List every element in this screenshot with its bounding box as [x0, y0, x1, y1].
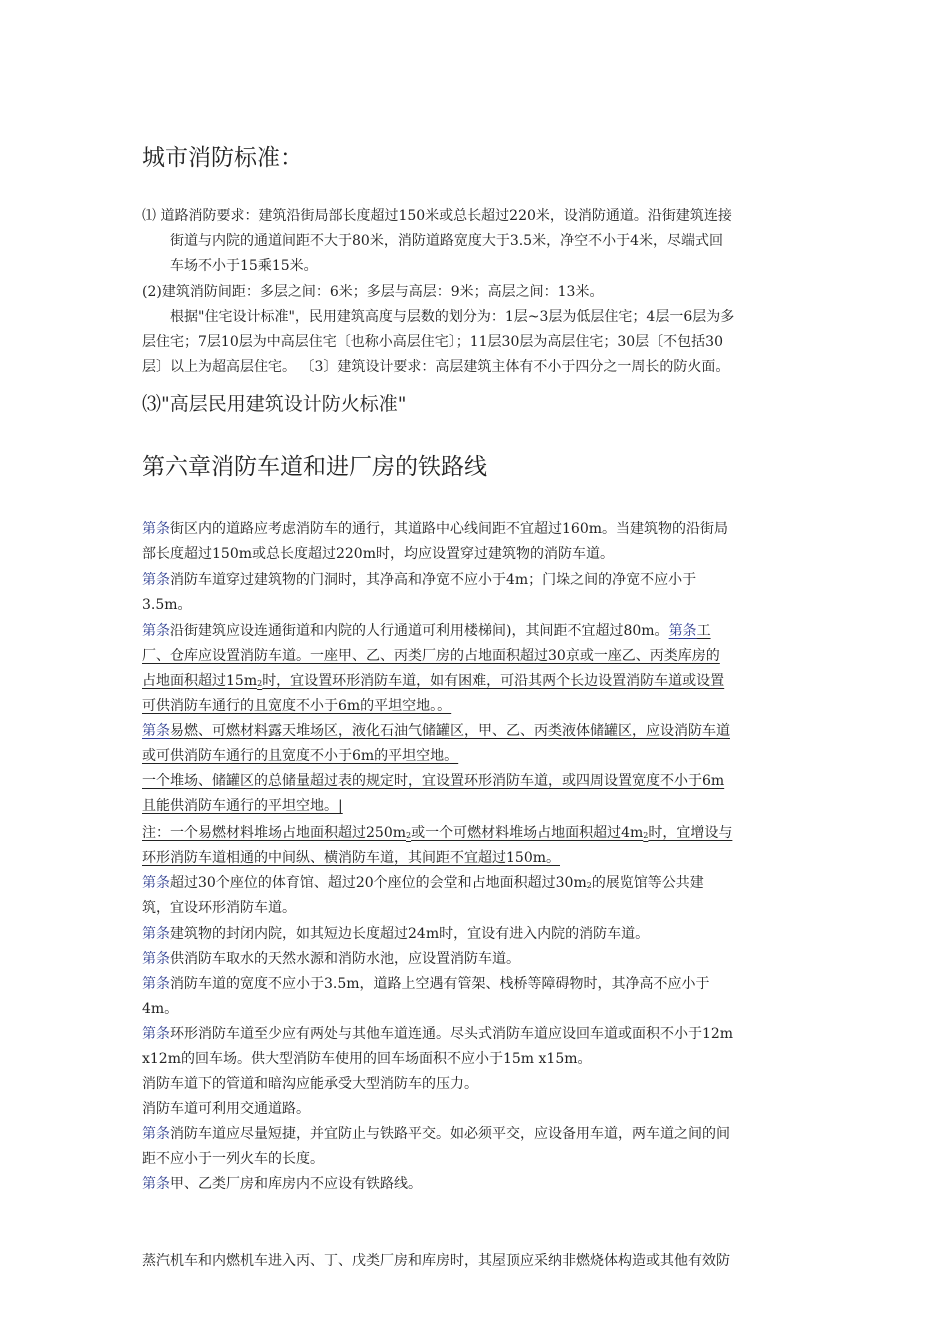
article-lead: 第条: [142, 1026, 170, 1042]
plain-line-2: 消防车道可利用交通道路。: [142, 1101, 310, 1117]
article-5-line-2: 筑，宜设环形消防车道。: [142, 900, 296, 916]
article-lead: 第条: [142, 976, 170, 992]
article-lead: 第条: [142, 623, 170, 639]
article-2-line-1: 第条消防车道穿过建筑物的门洞时，其净高和净宽不应小于4m；门垛之间的净宽不应小于: [142, 572, 697, 588]
note-line-1: 注：一个易燃材料堆场占地面积超过$250m_2$或一个可燃材料堆场占地面积超过$4m_2$时，宜增设与: [142, 825, 733, 841]
note-line-2: 环形消防车道相通的中间纵、横消防车道，其间距不宜超过150m。: [142, 850, 560, 866]
item3-heading: ⑶"高层民用建筑设计防火标准": [142, 393, 407, 415]
item1-line-1: ⑴ 道路消防要求：建筑沿街局部长度超过150米或总长超过220米，设消防通道。沿街建筑连接: [142, 208, 732, 224]
chapter-heading: 第六章消防车道和进厂房的铁路线: [142, 454, 487, 480]
article-lead: 第条: [142, 1126, 170, 1142]
article-9-line-1: 第条环形消防车道至少应有两处与其他车道连通。尽头式消防车道应设回车道或面积不小于12m: [142, 1026, 734, 1042]
article-9-line-2: x12m的回车场。供大型消防车使用的回车场面积不应小于15m x15m。: [142, 1051, 592, 1067]
article-1-line-2: 部长度超过150m或总长度超过220m时，均应设置穿过建筑物的消防车道。: [142, 546, 614, 562]
article-3-line-4: 可供消防车通行的且宽度不小于6m的平坦空地。。: [142, 698, 452, 714]
bottom-line: 蒸汽机车和内燃机车进入丙、丁、戊类厂房和库房时，其屋顶应采纳非燃烧体构造或其他有效防: [142, 1253, 730, 1269]
article-4-extra-line-2: 且能供消防车通行的平坦空地。|: [142, 798, 343, 814]
article-8-line-2: 4m。: [142, 1001, 179, 1017]
article-lead: 第条: [142, 926, 170, 942]
article-lead: 第条: [142, 572, 170, 588]
article-7: 第条供消防车取水的天然水源和消防水池，应设置消防车道。: [142, 951, 520, 967]
plain-line-1: 消防车道下的管道和暗沟应能承受大型消防车的压力。: [142, 1076, 478, 1092]
article-10-line-2: 距不应小于一列火车的长度。: [142, 1151, 324, 1167]
article-4-extra-line-1: 一个堆场、储罐区的总储量超过表的规定时，宜设置环形消防车道，或四周设置宽度不小于6m: [142, 773, 725, 789]
item2-text: (2)建筑消防间距：多层之间：6米；多层与高层：9米；高层之间：13米。: [142, 284, 604, 300]
article-lead: 第条: [142, 875, 170, 891]
article-5-line-1: 第条超过30个座位的体育馆、超过20个座位的会堂和占地面积超过$30m_2$的展览馆等公共建: [142, 875, 704, 891]
residential-line-1: 根据"住宅设计标准"，民用建筑高度与层数的划分为：1层~3层为低层住宅；4层一6层为多: [170, 309, 735, 325]
article-3-line-2: 厂、仓库应设置消防车道。一座甲、乙、丙类厂房的占地面积超过30京或一座乙、丙类库房的: [142, 648, 720, 664]
article-lead: 第条: [142, 521, 170, 537]
article-1-line-1: 第条街区内的道路应考虑消防车的通行，其道路中心线间距不宜超过160m。当建筑物的沿街局: [142, 521, 728, 537]
article-4-line-1: 第条易燃、可燃材料露天堆场区，液化石油气储罐区，甲、乙、丙类液体储罐区，应设消防车道: [142, 723, 730, 739]
article-2-line-2: 3.5m。: [142, 597, 192, 613]
residential-line-2: 层住宅；7层10层为中高层住宅〔也称小高层住宅〕；11层30层为高层住宅；30层〔不包括30: [142, 334, 723, 350]
page-title: 城市消防标准：: [142, 145, 303, 171]
item1-line-2: 街道与内院的通道间距不大于80米，消防道路宽度大于3.5米，净空不小于4米，尽端式回: [170, 233, 723, 249]
article-lead-underlined: 第条: [668, 623, 697, 639]
item1-line-3: 车场不小于15乘15米。: [170, 258, 318, 274]
article-3-line-1: 第条沿街建筑应设连通街道和内院的人行通道可利用楼梯间)，其间距不宜超过80m。第条工: [142, 623, 711, 639]
article-lead: 第条: [142, 951, 170, 967]
article-3-line-3: 占地面积超过$15m_2$时，宜设置环形消防车道，如有困难，可沿其两个长边设置消防车道或设置: [142, 673, 725, 689]
article-8-line-1: 第条消防车道的宽度不应小于3.5m，道路上空遇有管架、栈桥等障碍物时，其净高不应小于: [142, 976, 710, 992]
article-10-line-1: 第条消防车道应尽量短捷，并宜防止与铁路平交。如必须平交，应设备用车道，两车道之间的间: [142, 1126, 730, 1142]
article-11: 第条甲、乙类厂房和库房内不应设有铁路线。: [142, 1176, 422, 1192]
article-lead: 第条: [142, 723, 170, 739]
article-lead: 第条: [142, 1176, 170, 1192]
residential-line-3: 层〕以上为超高层住宅。 〔3〕建筑设计要求：高层建筑主体有不小于四分之一周长的防火面。: [142, 359, 730, 375]
article-6: 第条建筑物的封闭内院，如其短边长度超过24m时，宜设有进入内院的消防车道。: [142, 926, 650, 942]
article-4-line-2: 或可供消防车通行的且宽度不小于6m的平坦空地。: [142, 748, 459, 764]
